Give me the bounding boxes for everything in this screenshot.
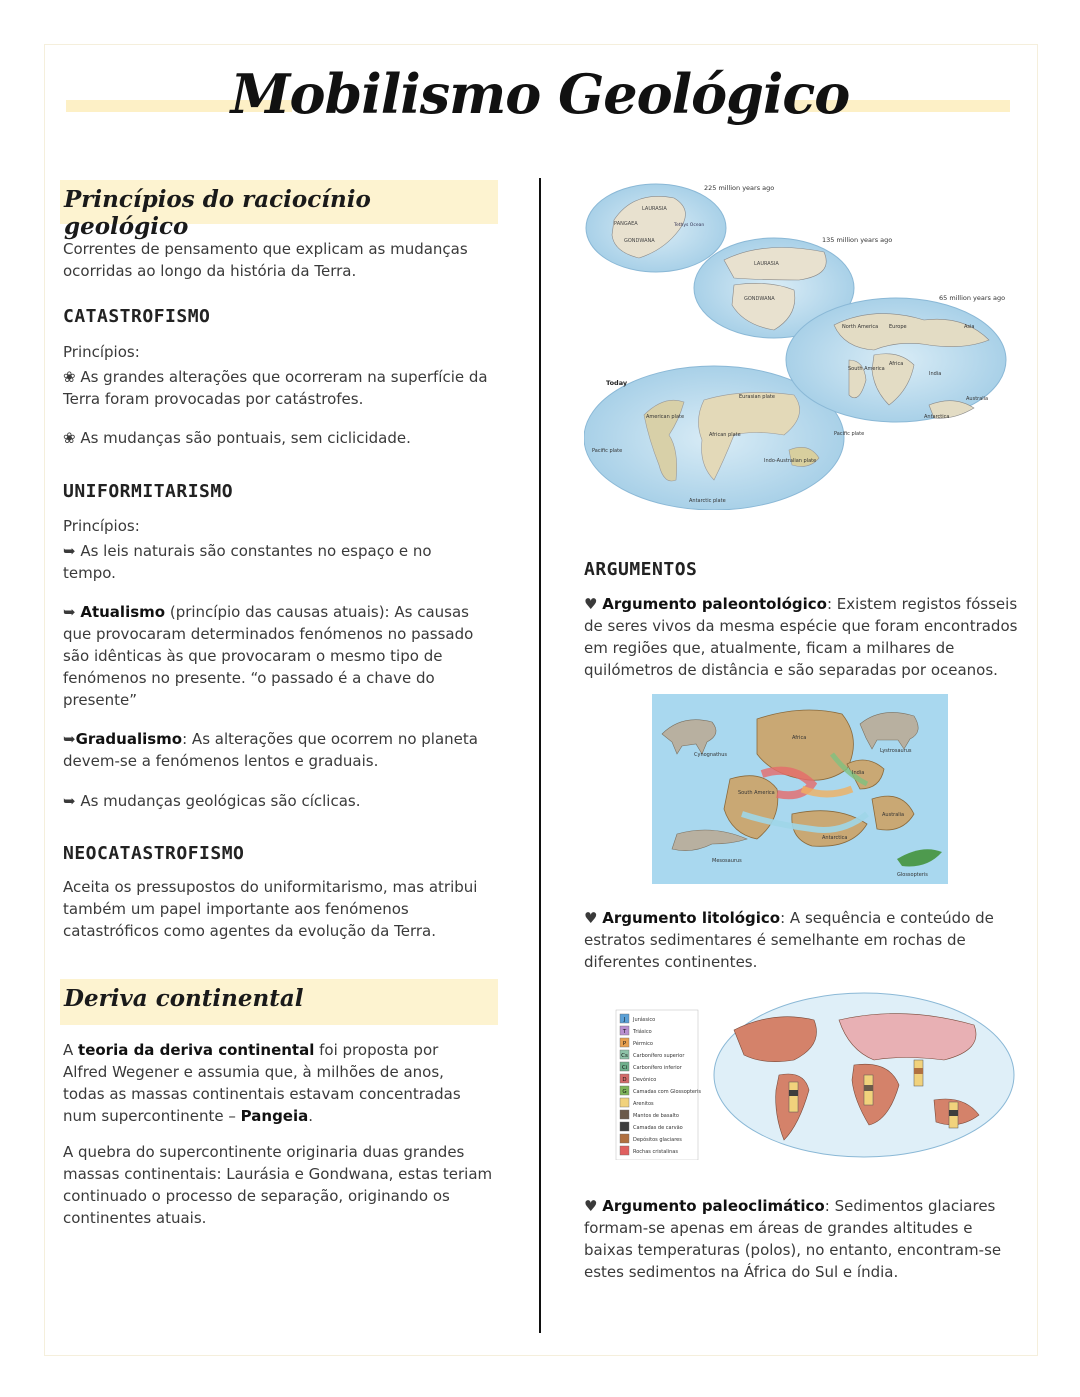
- paleoclimatico-text: : Sedimentos glaciares formam-se apenas em áreas de grandes altitudes e baixas temperaturas (polos), no entanto, encontram-se estes sedimentos na África do Sul e índia.: [584, 1197, 1002, 1281]
- strata-legend-label: Arenitos: [633, 1101, 654, 1107]
- fossil-label-4: Antarctica: [822, 835, 848, 841]
- globe-2-label: 135 million years ago: [822, 236, 893, 244]
- fossil-label-0: Africa: [792, 735, 807, 741]
- strata-legend-code: G: [622, 1089, 627, 1095]
- globe-1-word-2: Tethys Ocean: [674, 223, 705, 228]
- fossil-label-3: Australia: [882, 812, 905, 818]
- argumento-paleontologico: ♥ Argumento paleontológico: Existem registos fósseis de seres vivos da mesma espécie que foram encontrados em regiões que, atualmente, ficam a milhares de quilómetros de distância e são separadas por oceanos.: [584, 595, 1018, 679]
- globe-4-word-4: Indo-Australian plate: [764, 458, 817, 464]
- atualismo-text: (princípio das causas atuais): As causas que provocaram determinados fenómenos no passado são idênticas às que provocaram o mesmo tipo de fenómenos no presente. “o passado é a chave do presente”: [63, 603, 474, 709]
- strata-legend-code: Cs: [621, 1053, 628, 1059]
- section-heading-deriva: Deriva continental: [60, 979, 498, 1025]
- fossil-distribution-map: [652, 694, 948, 884]
- globe-3-label: 65 million years ago: [939, 294, 1006, 302]
- globe-2-word-0: LAURASIA: [754, 261, 779, 267]
- globe-4-word-5: Pacific plate: [834, 431, 865, 437]
- strata-legend-code: J: [623, 1017, 626, 1023]
- continental-drift-globes: [584, 180, 1014, 510]
- strata-legend-swatch: [620, 1110, 629, 1119]
- uniformitarismo-atualismo: ➥ Atualismo (princípio das causas atuais): As causas que provocaram determinados fenómenos no passado são idênticas às que provocaram o mesmo tipo de fenómenos no presente. “o passado é a chave do presente”: [63, 603, 474, 709]
- deriva-p1-c: .: [308, 1107, 314, 1125]
- globe-1-word-1: PANGAEA: [614, 221, 638, 227]
- strata-legend-code: Ci: [621, 1065, 628, 1071]
- catastrofismo-heading: CATASTROFISMO: [63, 306, 211, 327]
- strata-legend-label: Rochas cristalinas: [633, 1149, 678, 1155]
- neocatastrofismo-text: Aceita os pressupostos do uniformitarismo, mas atribui também um papel importante aos fenómenos catastróficos como agentes da evolução da Terra.: [63, 878, 478, 940]
- pangeia-term: Pangeia: [240, 1107, 309, 1125]
- section-heading-principios: Princípios do raciocínio geológico: [60, 180, 498, 224]
- fossil-label-1: India: [852, 770, 865, 776]
- strata-legend: [616, 1010, 701, 1160]
- deriva-p1: [63, 1039, 483, 1127]
- litologico-term: Argumento litológico: [602, 909, 781, 927]
- uniformitarismo-heading: UNIFORMITARISMO: [63, 481, 234, 502]
- globe-4-label: Today: [606, 379, 628, 387]
- globe-4-word-0: American plate: [646, 414, 685, 420]
- strata-legend-label: Devónico: [633, 1077, 657, 1083]
- strata-legend-label: Jurássico: [633, 1017, 656, 1023]
- globe-4-word-3: Pacific plate: [592, 448, 623, 454]
- uniformitarismo-gradualismo: ➥Gradualismo: As alterações que ocorrem no planeta devem-se a fenómenos lentos e graduais.: [63, 730, 478, 770]
- globe-3-word-5: India: [929, 371, 942, 377]
- catastrofismo-p1: ❀ As grandes alterações que ocorreram na superfície da Terra foram provocadas por catástrofes.: [63, 368, 488, 408]
- globe-3-word-2: Asia: [964, 324, 975, 330]
- argumento-litologico: ♥ Argumento litológico: A sequência e conteúdo de estratos sedimentares é semelhante em rochas de diferentes continentes.: [584, 909, 994, 971]
- globe-3-word-7: Antarctica: [924, 414, 950, 420]
- paleontologico-term: Argumento paleontológico: [602, 595, 827, 613]
- strata-world-map: [614, 990, 1018, 1160]
- argumento-paleoclimatico: ♥ Argumento paleoclimático: Sedimentos glaciares formam-se apenas em áreas de grandes altitudes e baixas temperaturas (polos), no entanto, encontram-se estes sedimentos na África do Sul e índia.: [584, 1197, 1002, 1281]
- atualismo-term: Atualismo: [80, 603, 166, 621]
- page-title: Mobilismo Geológico: [230, 62, 850, 126]
- globe-4-word-2: African plate: [709, 432, 741, 438]
- litologico-text: : A sequência e conteúdo de estratos sedimentares é semelhante em rochas de diferentes continentes.: [584, 909, 994, 971]
- strata-legend-swatch: [620, 1134, 629, 1143]
- globe-1-label: 225 million years ago: [704, 184, 775, 192]
- globe-4-word-6: Antarctic plate: [689, 498, 726, 504]
- globe-3-word-6: Australia: [966, 396, 989, 402]
- deriva-p2: A quebra do supercontinente originaria duas grandes massas continentais: Laurásia e Gondwana, estas teriam continuado o processo de separação, originando os continentes atuais.: [63, 1143, 493, 1227]
- strata-legend-label: Depósitos glaciares: [633, 1137, 682, 1143]
- globe-4-word-1: Eurasian plate: [739, 394, 775, 400]
- globe-1-word-3: GONDWANA: [624, 238, 655, 244]
- fossil-label-5: Cynognathus: [694, 752, 727, 758]
- strata-legend-swatch: [620, 1098, 629, 1107]
- fossil-label-2: South America: [738, 790, 775, 796]
- paleontologico-text: : Existem registos fósseis de seres vivos da mesma espécie que foram encontrados em regiões que, atualmente, ficam a milhares de quilómetros de distância e são separadas por oceanos.: [584, 595, 1018, 679]
- fossil-label-8: Glossopteris: [897, 872, 928, 878]
- globe-3-word-4: South America: [848, 366, 885, 372]
- neocatastrofismo-heading: NEOCATASTROFISMO: [63, 843, 245, 864]
- uniformitarismo-p1: ➥ As leis naturais são constantes no espaço e no tempo.: [63, 542, 432, 582]
- strata-legend-label: Camadas de carvão: [633, 1125, 683, 1131]
- globe-1-word-0: LAURASIA: [642, 206, 667, 212]
- gradualismo-text: : As alterações que ocorrem no planeta devem-se a fenómenos lentos e graduais.: [63, 730, 478, 770]
- argumentos-heading: ARGUMENTOS: [584, 559, 698, 580]
- globe-3-word-0: North America: [842, 324, 879, 330]
- column-divider: [539, 178, 541, 1333]
- deriva-theory-term: teoria da deriva continental: [78, 1041, 315, 1059]
- globe-3-word-3: Africa: [889, 361, 904, 367]
- fossil-label-6: Lystrosaurus: [880, 748, 912, 754]
- uniformitarismo-p4: ➥ As mudanças geológicas são cíclicas.: [63, 792, 361, 810]
- strata-legend-code: T: [622, 1029, 627, 1035]
- strata-legend-code: P: [622, 1041, 627, 1047]
- catastrofismo-p2: ❀ As mudanças são pontuais, sem ciclicidade.: [63, 429, 411, 447]
- globe-3-word-1: Europe: [889, 324, 907, 330]
- paleoclimatico-term: Argumento paleoclimático: [602, 1197, 825, 1215]
- strata-legend-swatch: [620, 1122, 629, 1131]
- strata-legend-label: Camadas com Glossopteris: [633, 1089, 702, 1095]
- deriva-p1-a: A: [63, 1041, 79, 1059]
- uniformitarismo-label: Princípios:: [63, 517, 140, 535]
- fossil-label-7: Mesosaurus: [712, 858, 742, 864]
- strata-legend-swatch: [620, 1146, 629, 1155]
- strata-legend-label: Mantos de basalto: [633, 1113, 679, 1119]
- principios-intro: Correntes de pensamento que explicam as mudanças ocorridas ao longo da história da Terra.: [63, 240, 468, 280]
- globe-2-word-1: GONDWANA: [744, 296, 775, 302]
- deriva-p1-b: foi proposta por Alfred Wegener e assumia que, à milhões de anos, todas as massas continentais estavam concentradas num supercontinente –: [63, 1041, 461, 1125]
- strata-legend-label: Carbonífero inferior: [633, 1065, 682, 1071]
- catastrofismo-label: Princípios:: [63, 343, 140, 361]
- strata-legend-label: Pérmico: [633, 1041, 653, 1047]
- gradualismo-term: Gradualismo: [75, 730, 183, 748]
- strata-legend-label: Carbonífero superior: [633, 1053, 685, 1059]
- strata-legend-label: Triásico: [633, 1029, 652, 1035]
- strata-legend-code: D: [622, 1077, 627, 1083]
